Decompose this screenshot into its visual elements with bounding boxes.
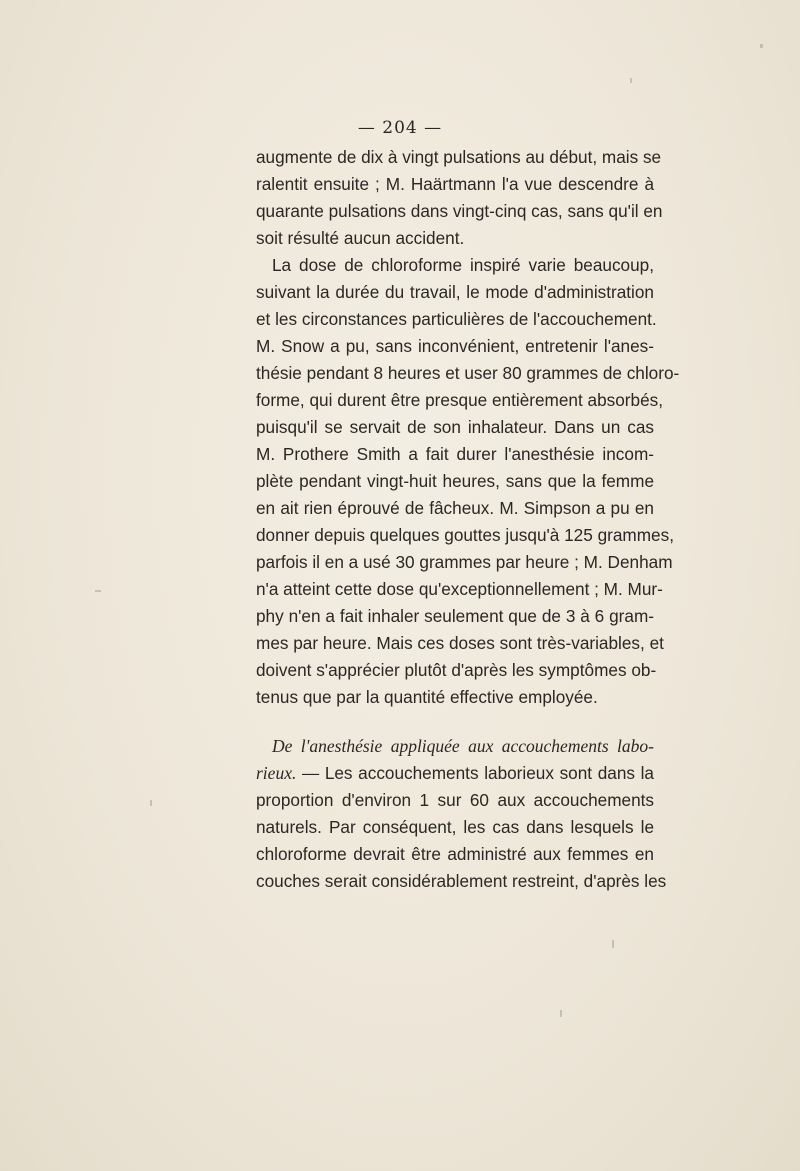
text-line: quarante pulsations dans vingt-cinq cas, sans qu'il en (256, 201, 663, 221)
paper-speck (560, 1010, 562, 1017)
text-line: chloroforme devrait être administré aux femmes en (256, 844, 654, 864)
text-line: naturels. Par conséquent, les cas dans lesquels le (256, 817, 654, 837)
text-line: donner depuis quelques gouttes jusqu'à 125 grammes, (256, 525, 674, 545)
section-heading-continuation: rieux. (256, 763, 297, 783)
text-line: en ait rien éprouvé de fâcheux. M. Simpson a pu en (256, 498, 654, 518)
text-line: M. Snow a pu, sans inconvénient, entretenir l'anes- (256, 336, 654, 356)
text-line: doivent s'apprécier plutôt d'après les symptômes ob- (256, 660, 657, 680)
text-line: plète pendant vingt-huit heures, sans que la femme (256, 471, 654, 491)
paper-speck (612, 940, 614, 948)
text-line: ralentit ensuite ; M. Haärtmann l'a vue descendre à (256, 174, 654, 194)
paper-speck (630, 78, 632, 83)
text-line-continuation: — Les accouchements laborieux sont dans la (296, 763, 654, 783)
text-line: phy n'en a fait inhaler seulement que de 3 à 6 gram- (256, 606, 654, 626)
text-line: parfois il en a usé 30 grammes par heure ; M. Denham (256, 552, 673, 572)
text-line: soit résulté aucun accident. (256, 228, 465, 248)
page-number: — 204 — (357, 118, 443, 138)
text-line: La dose de chloroforme inspiré varie beaucoup, (272, 255, 654, 275)
paper-speck (95, 590, 101, 592)
text-line: tenus que par la quantité effective employée. (256, 687, 598, 707)
text-line: mes par heure. Mais ces doses sont très-variables, et (256, 633, 664, 653)
text-line: couches serait considérablement restreint, d'après les (256, 871, 667, 891)
paragraph-gap (256, 711, 654, 733)
text-line: puisqu'il se servait de son inhalateur. Dans un cas (256, 417, 654, 437)
text-line: augmente de dix à vingt pulsations au début, mais se (256, 147, 662, 167)
text-line: suivant la durée du travail, le mode d'administration (256, 282, 654, 302)
paper-speck (760, 44, 763, 48)
text-line: n'a atteint cette dose qu'exceptionnellement ; M. Mur- (256, 579, 663, 599)
text-line: forme, qui durent être presque entièrement absorbés, (256, 390, 664, 410)
body-text (256, 144, 680, 895)
text-line: thésie pendant 8 heures et user 80 grammes de chloro- (256, 363, 680, 383)
paper-speck (150, 800, 152, 806)
text-line: proportion d'environ 1 sur 60 aux accouchements (256, 790, 654, 810)
text-line: et les circonstances particulières de l'accouchement. (256, 309, 657, 329)
text-line: M. Prothere Smith a fait durer l'anesthésie incom- (256, 444, 654, 464)
text-line (256, 760, 654, 787)
section-heading: De l'anesthésie appliquée aux accouchements labo- (272, 736, 654, 756)
